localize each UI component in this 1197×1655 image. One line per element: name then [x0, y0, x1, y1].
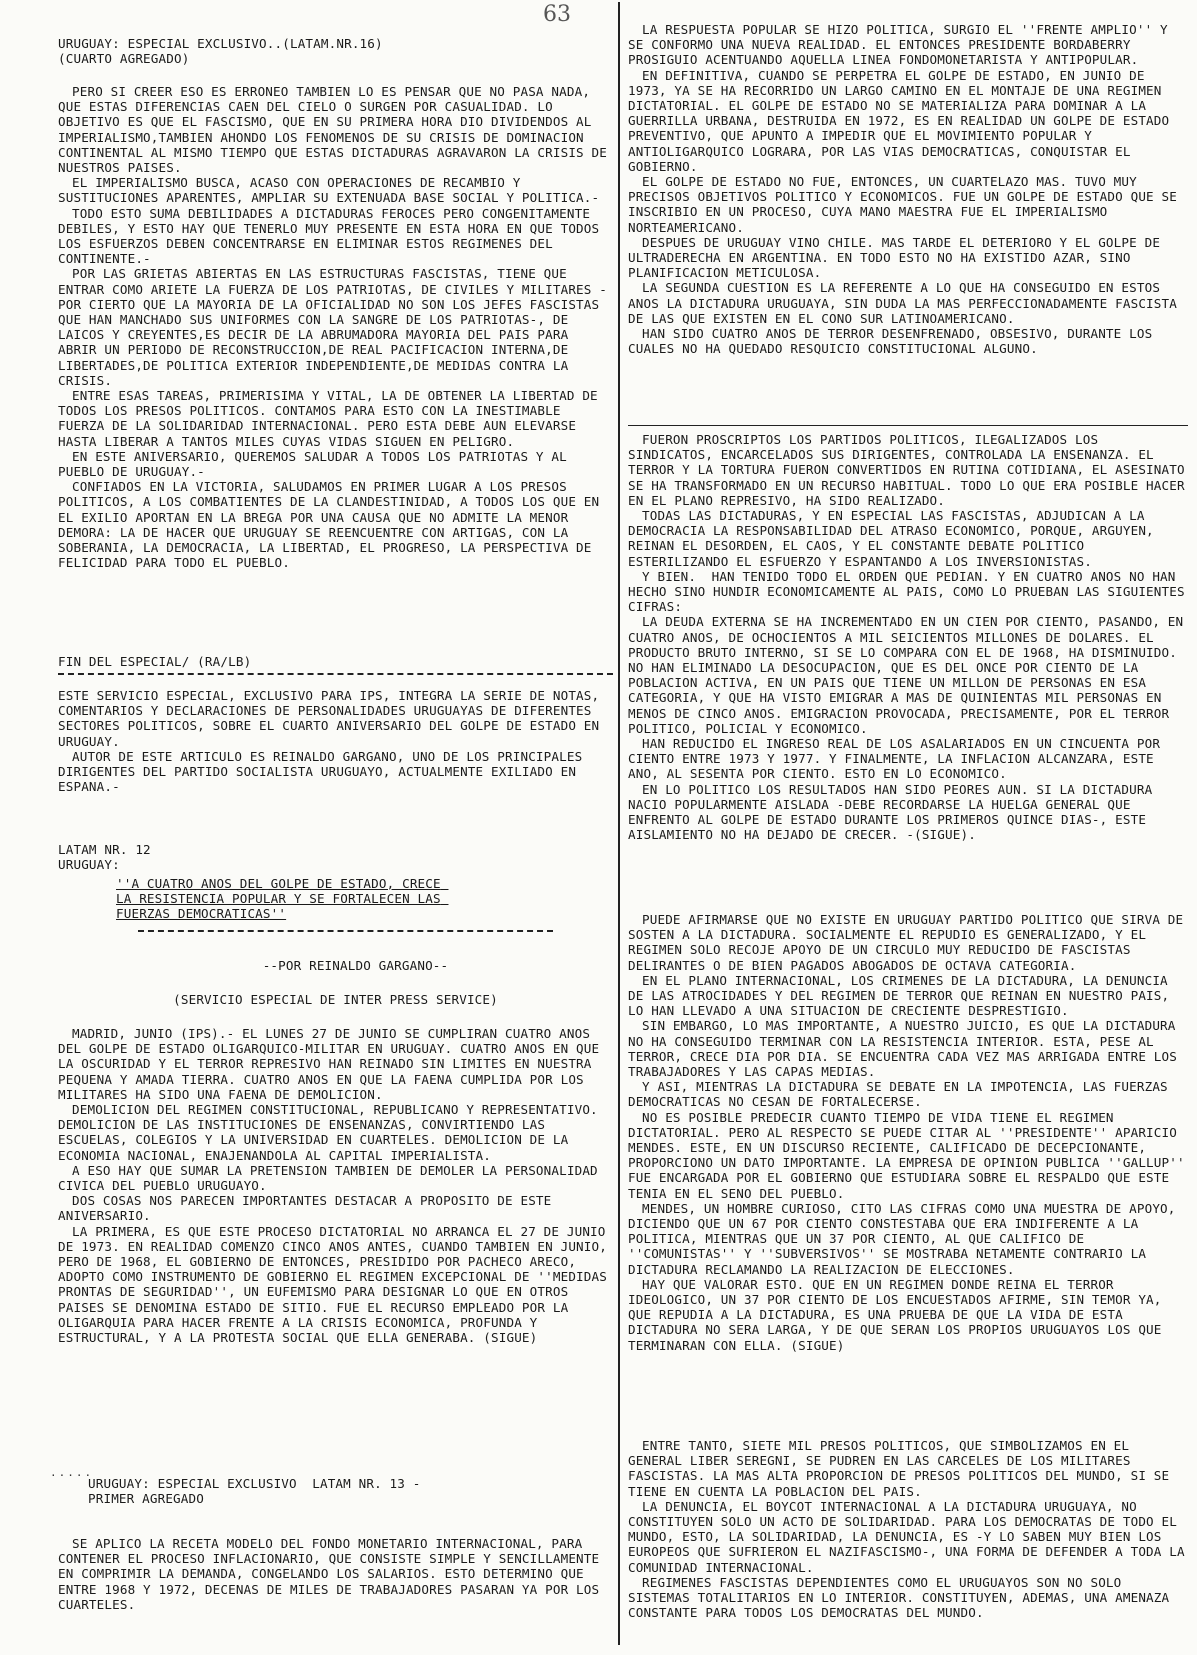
- left-part3: [58, 1536, 613, 1612]
- paragraph: MADRID, JUNIO (IPS).- EL LUNES 27 DE JUNIO SE CUMPLIRAN CUATRO ANOS DEL GOLPE DE ESTADO OLIGARQUICO-MILITAR EN URUGUAY. CUATRO ANOS EN QUE LA OSCURIDAD Y EL TERROR REPRESIVO HAN REINADO SIN LIMITES EN NUESTRA PEQUENA Y AMADA TIERRA. CUATRO ANOS EN QUE LA FAENA CUMPLIDA POR LOS MILITARES HA SIDO UNA FAENA DE DEMOLICION.: [58, 1026, 607, 1102]
- latam-12-header: [58, 842, 613, 872]
- paragraph: A ESO HAY QUE SUMAR LA PRETENSION TAMBIEN DE DEMOLER LA PERSONALIDAD CIVICA DEL PUEBLO URUGUAYO.: [58, 1162, 606, 1194]
- paragraph: ENTRE ESAS TAREAS, PRIMERISIMA Y VITAL, LA DE OBTENER LA LIBERTAD DE TODOS LOS PRESOS POLITICOS. CONTAMOS PARA ESTO CON LA INESTIMABLE FUERZA DE LA SOLIDARIDAD INTERNACIONAL. PERO ESTA DEBE AUN ELEVARSE HASTA LIBERAR A TANTOS MILES CUYAS VIDAS SIGUEN EN PELIGRO.: [58, 388, 606, 449]
- header-latam-16: [58, 36, 613, 66]
- header-line: URUGUAY:: [58, 857, 120, 873]
- paragraph: EN DEFINITIVA, CUANDO SE PERPETRA EL GOLPE DE ESTADO, EN JUNIO DE 1973, YA SE HA RECORRIDO UN LARGO CAMINO EN EL MONTAJE DE UNA REGIMEN DICTATORIAL. EL GOLPE DE ESTADO NO SE MATERIALIZA PARA DOMINAR A LA GUERRILLA URBANA, DESTRUIDA EN 1972, ES EN REALIDAD UN GOLPE DE ESTADO PREVENTIVO, QUE APUNTO A IMPEDIR QUE EL MOVIMIENTO POPULAR Y ANTIOLIGARQUICO LOGRARA, POR LAS VIAS DEMOCRATICAS, CONQUISTAR EL GOBIERNO.: [628, 67, 1177, 174]
- editor-note: [58, 688, 613, 794]
- right-column: [628, 0, 1193, 1655]
- paragraph: LA DEUDA EXTERNA SE HA INCREMENTADO EN UN CIEN POR CIENTO, PASANDO, EN CUATRO ANOS, DE OCHOCIENTOS A MIL SEICIENTOS MILLONES DE DOLARES. EL PRODUCTO BRUTO INTERNO, SI SE LO COMPARA CON EL DE 1968, HA DISMINUIDO. NO HAN ELIMINADO LA DESOCUPACION, QUE ES DEL ONCE POR CIENTO DE LA POBLACION ACTIVA, EN UN PAIS QUE TIENE UN MILLON DE PERSONAS EN ESA CATEGORIA, Y QUE HA VISTO EMIGRAR A MAS DE QUINIENTAS MIL PERSONAS EN MENOS DE CINCO ANOS. EMIGRACION PROVOCADA, PRECISAMENTE, POR EL TERROR POLITICO, POLICIAL Y ECONOMICO.: [628, 614, 1191, 736]
- paragraph: SIN EMBARGO, LO MAS IMPORTANTE, A NUESTRO JUICIO, ES QUE LA DICTADURA NO HA CONSEGUIDO TERMINAR CON LA RESISTENCIA INTERIOR. ESTA, PESE AL TERROR, CRECE DIA POR DIA. SE ENCUENTRA CADA VEZ MAS ARRIGADA ENTRE LOS TRABAJADORES Y LAS CAPAS MEDIAS.: [628, 1018, 1185, 1080]
- paragraph: EN EL PLANO INTERNACIONAL, LOS CRIMENES DE LA DICTADURA, LA DENUNCIA DE LAS ATROCIDADES Y DEL REGIMEN DE TERROR QUE REINAN EN NUESTRO PAIS, LO HAN LLEVADO A UNA SITUACION DE CRECIENTE DESPRESTIGIO.: [628, 972, 1177, 1019]
- column-divider: [618, 2, 620, 1645]
- header-line: LATAM NR. 12: [58, 842, 151, 857]
- header-line: URUGUAY: ESPECIAL EXCLUSIVO LATAM NR. 13 -: [88, 1476, 421, 1491]
- header-latam-13: [88, 1476, 613, 1506]
- dotted-marker: .....: [50, 1466, 94, 1479]
- paragraph: Y ASI, MIENTRAS LA DICTADURA SE DEBATE EN LA IMPOTENCIA, LAS FUERZAS DEMOCRATICAS NO CESAN DE FORTALECERSE.: [628, 1079, 1176, 1110]
- right-part3: [628, 912, 1193, 1353]
- paragraph: REGIMENES FASCISTAS DEPENDIENTES COMO EL URUGUAYOS SON NO SOLO SISTEMAS TOTALITARIOS EN LO INTERIOR. CONSTITUYEN, ADEMAS, UNA AMENAZA CONSTANTE PARA TODOS LOS DEMOCRATAS DEL MUNDO.: [628, 1574, 1177, 1621]
- byline: --POR REINALDO GARGANO--: [262, 958, 449, 973]
- dashed-separator: [138, 930, 553, 932]
- paragraph: TODAS LAS DICTADURAS, Y EN ESPECIAL LAS FASCISTAS, ADJUDICAN A LA DEMOCRACIA LA RESPONSABILIDAD DEL ATRASO ECONOMICO, PORQUE, ARGUYEN, REINAN EL DESORDEN, EL CAOS, Y EL CONSTANTE DEBATE POLITICO ESTERILIZANDO EL ESFUERZO Y ESPANTANDO A LOS INVERSIONISTAS.: [628, 508, 1162, 569]
- paragraph: EN LO POLITICO LOS RESULTADOS HAN SIDO PEORES AUN. SI LA DICTADURA NACIO POPULARMENTE AISLADA -DEBE RECORDARSE LA HUELGA GENERAL QUE ENFRENTO AL GOLPE DE ESTADO DURANTE LOS PRIMEROS QUINCE DIAS-, ESTE AISLAMIENTO NO HA DEJADO DE CRECER. -(SIGUE).: [628, 781, 1161, 843]
- paragraph: LA RESPUESTA POPULAR SE HIZO POLITICA, SURGIO EL ''FRENTE AMPLIO'' Y SE CONFORMO UNA NUEVA REALIDAD. EL ENTONCES PRESIDENTE BORDABERRY PROSIGUIO ACENTUANDO AQUELLA LINEA FONDOMONETARISTA Y ANTIPOPULAR.: [628, 22, 1176, 68]
- service-line-block: [58, 992, 613, 1007]
- paragraph: TODO ESTO SUMA DEBILIDADES A DICTADURAS FEROCES PERO CONGENITAMENTE DEBILES, Y ESTO HAY QUE TENERLO MUY PRESENTE EN ESTA HORA EN QUE TODOS LOS ESFUERZOS DEBEN CONCENTRARSE EN ELIMINAR ESTOS REGIMENES DEL CONTINENTE.-: [58, 205, 607, 267]
- article-headline: [116, 876, 463, 922]
- paragraph: HAN SIDO CUATRO ANOS DE TERROR DESENFRENADO, OBSESIVO, DURANTE LOS CUALES NO HA QUEDADO RESQUICIO CONSTITUCIONAL ALGUNO.: [628, 326, 1161, 357]
- right-part2: [628, 432, 1193, 843]
- paragraph: Y BIEN. HAN TENIDO TODO EL ORDEN QUE PEDIAN. Y EN CUATRO ANOS NO HAN HECHO SINO HUNDIR ECONOMICAMENTE AL PAIS, COMO LO PRUEBAN LAS SIGUIENTES CIFRAS:: [628, 568, 1193, 615]
- paragraph: EN ESTE ANIVERSARIO, QUEREMOS SALUDAR A TODOS LOS PATRIOTAS Y AL PUEBLO DE URUGUAY.-: [58, 448, 575, 480]
- paragraph: LA PRIMERA, ES QUE ESTE PROCESO DICTATORIAL NO ARRANCA EL 27 DE JUNIO DE 1973. EN REALIDAD COMENZO CINCO ANOS ANTES, CUANDO TAMBIEN EN JUNIO, PERO DE 1968, EL GOBIERNO DE ENTONCES, PRESIDIDO POR PACHECO ARECO, ADOPTO COMO INSTRUMENTO DE GOBIERNO EL REGIMEN EXCEPCIONAL DE ''MEDIDAS PRONTAS DE SEGURIDAD'', UN EUFEMISMO PARA DESIGNAR LO QUE EN OTROS PAISES SE DENOMINA ESTADO DE SITIO. FUE EL RECURSO EMPLEADO POR LA OLIGARQUIA PARA HACER FRENTE A LA CRISIS ECONOMICA, PROFUNDA Y ESTRUCTURAL, Y A LA PROTESTA SOCIAL QUE ELLA GENERABA. (SIGUE): [58, 1223, 615, 1346]
- paragraph: EL GOLPE DE ESTADO NO FUE, ENTONCES, UN CUARTELAZO MAS. TUVO MUY PRECISOS OBJETIVOS POLITICO Y ECONOMICOS. FUE UN GOLPE DE ESTADO QUE SE INSCRIBIO EN UN PROCESO, CUYA MANO MAESTRA FUE EL IMPERIALISMO NORTEAMERICANO.: [628, 174, 1185, 235]
- header-line: (CUARTO AGREGADO): [58, 51, 190, 67]
- left-part2: [58, 1026, 613, 1345]
- paragraph: DOS COSAS NOS PARECEN IMPORTANTES DESTACAR A PROPOSITO DE ESTE ANIVERSARIO.: [58, 1193, 560, 1224]
- paragraph: LA DENUNCIA, EL BOYCOT INTERNACIONAL A LA DICTADURA URUGUAYA, NO CONSTITUYEN SOLO UN ACTO DE SOLIDARIDAD. PARA LOS DEMOCRATAS DE TODO EL MUNDO, ESTO, LA SOLIDARIDAD, LA DENUNCIA, ES -Y LO SABEN MUY BIEN LOS EUROPEOS QUE SUFRIERON EL NAZIFASCISMO-, UNA FORMA DE DEFENDER A TODA LA COMUNIDAD INTERNACIONAL.: [628, 1498, 1193, 1575]
- right-part1: [628, 22, 1188, 356]
- paragraph: POR LAS GRIETAS ABIERTAS EN LAS ESTRUCTURAS FASCISTAS, TIENE QUE ENTRAR COMO ARIETE LA FUERZA DE LOS PATRIOTAS, DE CIVILES Y MILITARES - POR CIERTO QUE LA MAYORIA DE LA OFICIALIDAD NO SON LOS JEFES FASCISTAS QUE HAN MANCHADO SUS UNIFORMES CON LA SANGRE DE LOS PATRIOTAS-, DE LAICOS Y CREYENTES,ES DECIR DE LA ABRUMADORA MAYORIA DEL PAIS PARA ABRIR UN PERIODO DE RECONSTRUCCION,DE REAL PACIFICACION INTERNA,DE LIBERTADES,DE POLITICA EXTERIOR INDEPENDIENTE,DE MEDIDAS CONTRA LA CRISIS.: [58, 266, 615, 388]
- header-line: PRIMER AGREGADO: [88, 1491, 204, 1507]
- right-part4: [628, 1438, 1193, 1621]
- byline-block: [98, 958, 613, 973]
- section-rule: [628, 425, 1188, 426]
- handwritten-page-number: 63: [543, 2, 571, 27]
- paragraph: DESPUES DE URUGUAY VINO CHILE. MAS TARDE EL DETERIORO Y EL GOLPE DE ULTRADERECHA EN ARGENTINA. EN TODO ESTO NO HA EXISTIDO AZAR, SINO PLANIFICACION METICULOSA.: [628, 234, 1168, 281]
- fin-line: FIN DEL ESPECIAL/ (RA/LB): [58, 654, 252, 669]
- paragraph: AUTOR DE ESTE ARTICULO ES REINALDO GARGANO, UNO DE LOS PRINCIPALES DIRIGENTES DEL PARTIDO SOCIALISTA URUGUAYO, ACTUALMENTE EXILIADO EN ESPANA.-: [58, 748, 591, 795]
- end-of-special: [58, 654, 613, 669]
- paragraph: LA SEGUNDA CUESTION ES LA REFERENTE A LO QUE HA CONSEGUIDO EN ESTOS ANOS LA DICTADURA URUGUAYA, SIN DUDA LA MAS PERFECCIONADAMENTE FASCISTA DE LAS QUE EXISTEN EN EL CONO SUR LATINOAMERICANO.: [628, 280, 1185, 326]
- paragraph: DEMOLICION DEL REGIMEN CONSTITUCIONAL, REPUBLICANO Y REPRESENTATIVO. DEMOLICION DE LAS INSTITUCIONES DE ENSENANZAS, CONVIRTIENDO LAS ESCUELAS, COLEGIOS Y LA UNIVERSIDAD EN CUARTELES. DEMOLICION DE LA ECONOMIA NACIONAL, ENAJENANDOLA AL CAPITAL IMPERIALISTA.: [58, 1102, 606, 1163]
- paragraph: FUERON PROSCRIPTOS LOS PARTIDOS POLITICOS, ILEGALIZADOS LOS SINDICATOS, ENCARCELADOS SUS DIRIGENTES, CONTROLADA LA ENSENANZA. EL TERROR Y LA TORTURA FUERON CONVERTIDOS EN RUTINA COTIDIANA, EL ASESINATO SE HA TRANSFORMADO EN UN RECURSO HABITUAL. TODO LO QUE ERA POSIBLE HACER EN EL PLANO REPRESIVO, HA SIDO REALIZADO.: [628, 432, 1193, 508]
- service-line: (SERVICIO ESPECIAL DE INTER PRESS SERVICE): [173, 992, 498, 1007]
- paragraph: SE APLICO LA RECETA MODELO DEL FONDO MONETARIO INTERNACIONAL, PARA CONTENER EL PROCESO INFLACIONARIO, QUE CONSISTE SIMPLE Y SENCILLAMENTE EN COMPRIMIR LA DEMANDA, CONGELANDO LOS SALARIOS. ESTO DETERMINO QUE ENTRE 1968 Y 1972, DECENAS DE MILES DE TRABAJADORES PASARAN YA POR LOS CUARTELES.: [58, 1536, 607, 1612]
- headline: ''A CUATRO ANOS DEL GOLPE DE ESTADO, CRECE LA RESISTENCIA POPULAR Y SE FORTALECEN LAS FUERZAS DEMOCRATICAS'': [116, 876, 449, 922]
- paragraph: HAY QUE VALORAR ESTO. QUE EN UN REGIMEN DONDE REINA EL TERROR IDEOLOGICO, UN 37 POR CIENTO DE LOS ENCUESTADOS AFIRME, SIN TEMOR YA, QUE REPUDIA A LA DICTADURA, ES UNA PRUEBA DE QUE LA VIDA DE ESTA DICTADURA NO SERA LARGA, Y DE QUE SERAN LOS PROPIOS URUGUAYOS LOS QUE TERMINARAN CON ELLA. (SIGUE): [628, 1276, 1170, 1353]
- paragraph: PERO SI CREER ESO ES ERRONEO TAMBIEN LO ES PENSAR QUE NO PASA NADA, QUE ESTAS DIFERENCIAS CAEN DEL CIELO O SURGEN POR CASUALIDAD. LO OBJETIVO ES QUE EL FASCISMO, QUE EN SU PRIMERA HORA DIO DIVIDENDOS AL IMPERIALISMO,TAMBIEN AHONDO LOS FENOMENOS DE SU CRISIS DE DOMINACION CONTINENTAL AL MISMO TIEMPO QUE ESTAS DICTADURAS AGRAVARON LA CRISIS DE NUESTROS PAISES.: [58, 84, 615, 176]
- paragraph: EL IMPERIALISMO BUSCA, ACASO CON OPERACIONES DE RECAMBIO Y SUSTITUCIONES APARENTES, AMPLIAR SU EXTENUADA BASE SOCIAL Y POLITICA.-: [58, 175, 600, 206]
- paragraph: MENDES, UN HOMBRE CURIOSO, CITO LAS CIFRAS COMO UNA MUESTRA DE APOYO, DICIENDO QUE UN 67 POR CIENTO CONSTESTABA QUE ERA INDIFERENTE A LA POLITICA, MIENTRAS QUE UN 37 POR CIENTO, AL QUE CALIFICO DE ''COMUNISTAS'' Y ''SUBVERSIVOS'' SE MOSTRABA NETAMENTE CONTRARIO LA DICTADURA RECLAMANDO LA REALIZACION DE ELECCIONES.: [628, 1200, 1184, 1277]
- dashed-separator: [58, 673, 613, 675]
- left-part1: [58, 84, 613, 571]
- paragraph: ENTRE TANTO, SIETE MIL PRESOS POLITICOS, QUE SIMBOLIZAMOS EN EL GENERAL LIBER SEREGNI, SE PUDREN EN LAS CARCELES DE LOS MILITARES FASCISTAS. LA MAS ALTA PROPORCION DE PRESOS POLITICOS DEL MUNDO, SI SE TIENE EN CUENTA LA POBLACION DEL PAIS.: [628, 1438, 1177, 1499]
- paragraph: CONFIADOS EN LA VICTORIA, SALUDAMOS EN PRIMER LUGAR A LOS PRESOS POLITICOS, A LOS COMBATIENTES DE LA CLANDESTINIDAD, A TODOS LOS QUE EN EL EXILIO APORTAN EN LA BREGA POR UNA CAUSA QUE NO ADMITE LA MENOR DEMORA: LA DE HACER QUE URUGUAY SE REENCUENTRE CON ARTIGAS, CON LA SOBERANIA, LA DEMOCRACIA, LA LIBERTAD, EL PROGRESO, LA PERSPECTIVA DE FELICIDAD PARA TODO EL PUEBLO.: [58, 479, 607, 571]
- paragraph: HAN REDUCIDO EL INGRESO REAL DE LOS ASALARIADOS EN UN CINCUENTA POR CIENTO ENTRE 1973 Y 1977. Y FINALMENTE, LA INFLACION ALCANZARA, ESTE ANO, AL SESENTA POR CIENTO. ESTO EN LO ECONOMICO.: [628, 736, 1168, 782]
- paragraph: PUEDE AFIRMARSE QUE NO EXISTE EN URUGUAY PARTIDO POLITICO QUE SIRVA DE SOSTEN A LA DICTADURA. SOCIALMENTE EL REPUDIO ES GENERALIZADO, Y EL REGIMEN SOLO RECOJE APOYO DE UN CIRCULO MUY REDUCIDO DE FASCISTAS DELIRANTES O DE BIEN PAGADOS ABOGADOS DE OCTAVA CATEGORIA.: [628, 912, 1191, 973]
- paragraph: NO ES POSIBLE PREDECIR CUANTO TIEMPO DE VIDA TIENE EL REGIMEN DICTATORIAL. PERO AL RESPECTO SE PUEDE CITAR AL ''PRESIDENTE'' APARICIO MENDES. ESTE, EN UN DISCURSO RECIENTE, CALIFICADO DE DECEPCIONANTE, PROPORCIONO UN DATO IMPORTANTE. LA EMPRESA DE OPINION PUBLICA ''GALLUP'' FUE ENCARGADA POR EL GOBIERNO QUE ESTUDIARA SOBRE EL RESPALDO QUE ESTE TENIA EN EL SENO DEL PUEBLO.: [628, 1109, 1193, 1201]
- header-line: URUGUAY: ESPECIAL EXCLUSIVO..(LATAM.NR.16): [58, 36, 383, 51]
- paragraph: ESTE SERVICIO ESPECIAL, EXCLUSIVO PARA IPS, INTEGRA LA SERIE DE NOTAS, COMENTARIOS Y DECLARACIONES DE PERSONALIDADES URUGUAYAS DE DIFERENTES SECTORES POLITICOS, SOBRE EL CUARTO ANIVERSARIO DEL GOLPE DE ESTADO EN URUGUAY.: [58, 688, 607, 749]
- left-column: [50, 0, 615, 1655]
